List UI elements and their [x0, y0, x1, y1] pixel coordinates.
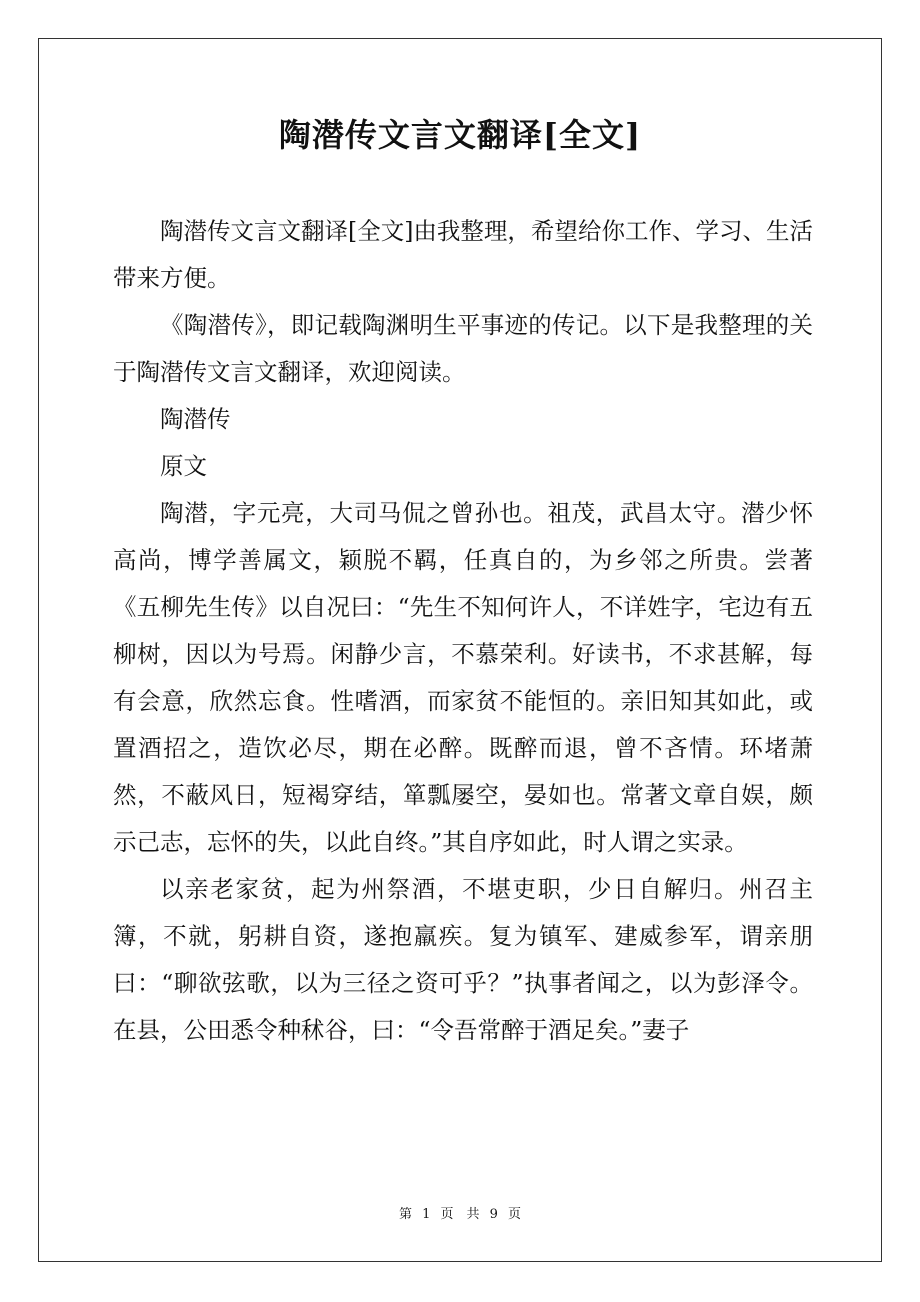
paragraph-original-1: 陶潜，字元亮，大司马侃之曾孙也。祖茂，武昌太守。潜少怀高尚，博学善属文，颖脱不羁，任真自的，为乡邻之所贵。尝著《五柳先生传》以自况曰：“先生不知何许人，不详姓字，宅边有五柳树，因以为号焉。闲静少言，不慕荣利。好读书，不求甚解，每有会意，欣然忘食。性嗜酒，而家贫不能恒的。亲旧知其如此，或置酒招之，造饮必尽，期在必醉。既醉而退，曾不吝情。环堵萧然，不蔽风日，短褐穿结，箪瓢屡空，晏如也。常著文章自娱，颇示己志，忘怀的失，以此自终。”其自序如此，时人谓之实录。	[113, 499, 813, 856]
section-heading-original: 原文	[160, 452, 207, 480]
section-heading-title: 陶潜传	[160, 405, 231, 433]
page-footer: 第 1 页 共 9 页	[398, 1207, 522, 1222]
document-body	[113, 208, 813, 1054]
paragraph-intro: 陶潜传文言文翻译[全文]由我整理，希望给你工作、学习、生活带来方便。	[113, 217, 813, 292]
paragraph-original-2: 以亲老家贫，起为州祭酒，不堪吏职，少日自解归。州召主簿，不就，躬耕自资，遂抱羸疾。复为镇军、建威参军，谓亲朋曰：“聊欲弦歌，以为三径之资可乎？”执事者闻之，以为彭泽令。在县，公田悉令种秫谷，曰：“令吾常醉于酒足矣。”妻子	[113, 875, 813, 1044]
document-title: 陶潜传文言文翻译[全文]	[278, 116, 642, 154]
paragraph-summary: 《陶潜传》，即记载陶渊明生平事迹的传记。以下是我整理的关于陶潜传文言文翻译，欢迎阅读。	[113, 311, 813, 386]
